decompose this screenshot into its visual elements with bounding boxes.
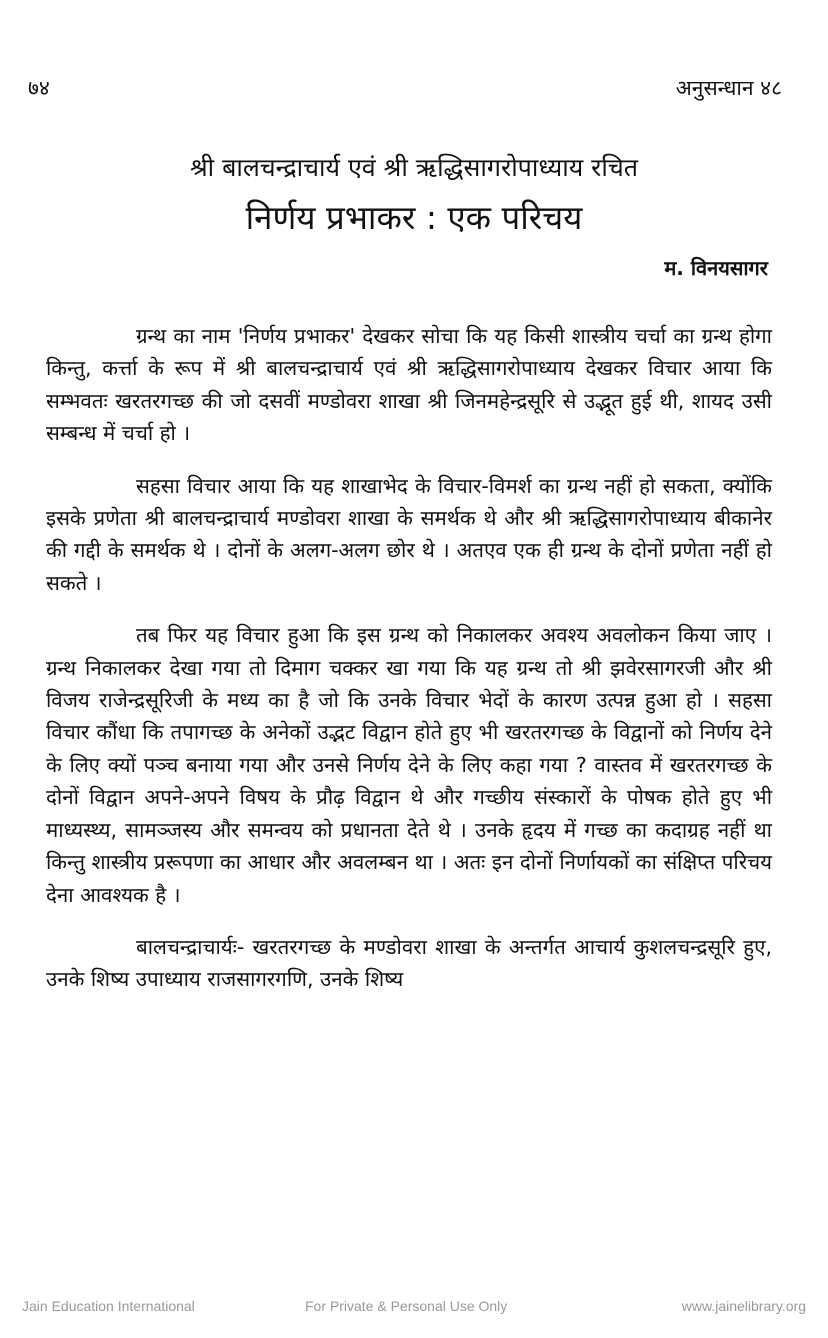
paragraph: बालचन्द्राचार्यः- खरतरगच्छ के मण्डोवरा शाखा के अन्तर्गत आचार्य कुशलचन्द्रसूरि हुए, उनके शिष्य उपाध्याय राजसागरगणि, उनके शिष्य xyxy=(46,934,772,992)
paragraph: ग्रन्थ का नाम 'निर्णय प्रभाकर' देखकर सोचा कि यह किसी शास्त्रीय चर्चा का ग्रन्थ होगा किन्तु, कर्त्ता के रूप में श्री बालचन्द्राचार्य एवं श्री ऋद्धिसागरोपाध्याय देखकर विचार आया कि सम्भवतः खरतरगच्छ की जो दसवीं मण्डोवरा शाखा श्री जिनमहेन्द्रसूरि से उद्भूत हुई थी, शायद उसी सम्बन्ध में चर्चा हो । xyxy=(46,324,772,446)
running-title: अनुसन्धान ४८ xyxy=(675,76,782,100)
footer-website-link[interactable]: www.jainelibrary.org xyxy=(681,1298,806,1314)
paragraph: तब फिर यह विचार हुआ कि इस ग्रन्थ को निकालकर अवश्य अवलोकन किया जाए । ग्रन्थ निकालकर देखा गया तो दिमाग चक्कर खा गया कि यह ग्रन्थ तो श्री झवेरसागरजी और श्री विजय राजेन्द्रसूरिजी के मध्य का है जो कि उनके विचार भेदों के कारण उत्पन्न हुआ हो । सहसा विचार कौंधा कि तपागच्छ के अनेकों उद्भट विद्वान होते हुए भी खरतरगच्छ के विद्वानों को निर्णय देने के लिए क्यों पञ्च बनाया गया और उनसे निर्णय देने के लिए कहा गया ? वास्तव में खरतरगच्छ के दोनों विद्वान अपने-अपने विषय के प्रौढ़ विद्वान थे और गच्छीय संस्कारों के पोषक होते हुए भी माध्यस्थ्य, सामञ्जस्य और समन्वय को प्रधानता देते थे । उनके हृदय में गच्छ का कदाग्रह नहीं था किन्तु शास्त्रीय प्ररूपणा का आधार और अवलम्बन था । अतः इन दोनों निर्णायकों का संक्षिप्त परिचय देना आवश्यक है । xyxy=(46,623,772,907)
footer xyxy=(0,1298,828,1318)
article-body xyxy=(46,320,772,1016)
article-author: म. विनयसागर xyxy=(664,256,768,280)
paragraph: सहसा विचार आया कि यह शाखाभेद के विचार-विमर्श का ग्रन्थ नहीं हो सकता, क्योंकि इसके प्रणेता श्री बालचन्द्राचार्य मण्डोवरा शाखा के समर्थक थे और श्री ऋद्धिसागरोपाध्याय बीकानेर की गद्दी के समर्थक थे । दोनों के अलग-अलग छोर थे । अतएव एक ही ग्रन्थ के दोनों प्रणेता नहीं हो सकते । xyxy=(46,473,772,595)
article-title: निर्णय प्रभाकर : एक परिचय xyxy=(245,198,583,237)
footer-publisher: Jain Education International xyxy=(22,1298,195,1314)
page-number: ७४ xyxy=(28,76,50,100)
footer-usage-note: For Private & Personal Use Only xyxy=(305,1298,508,1314)
article-supertitle: श्री बालचन्द्राचार्य एवं श्री ऋद्धिसागरोपाध्याय रचित xyxy=(189,153,638,182)
